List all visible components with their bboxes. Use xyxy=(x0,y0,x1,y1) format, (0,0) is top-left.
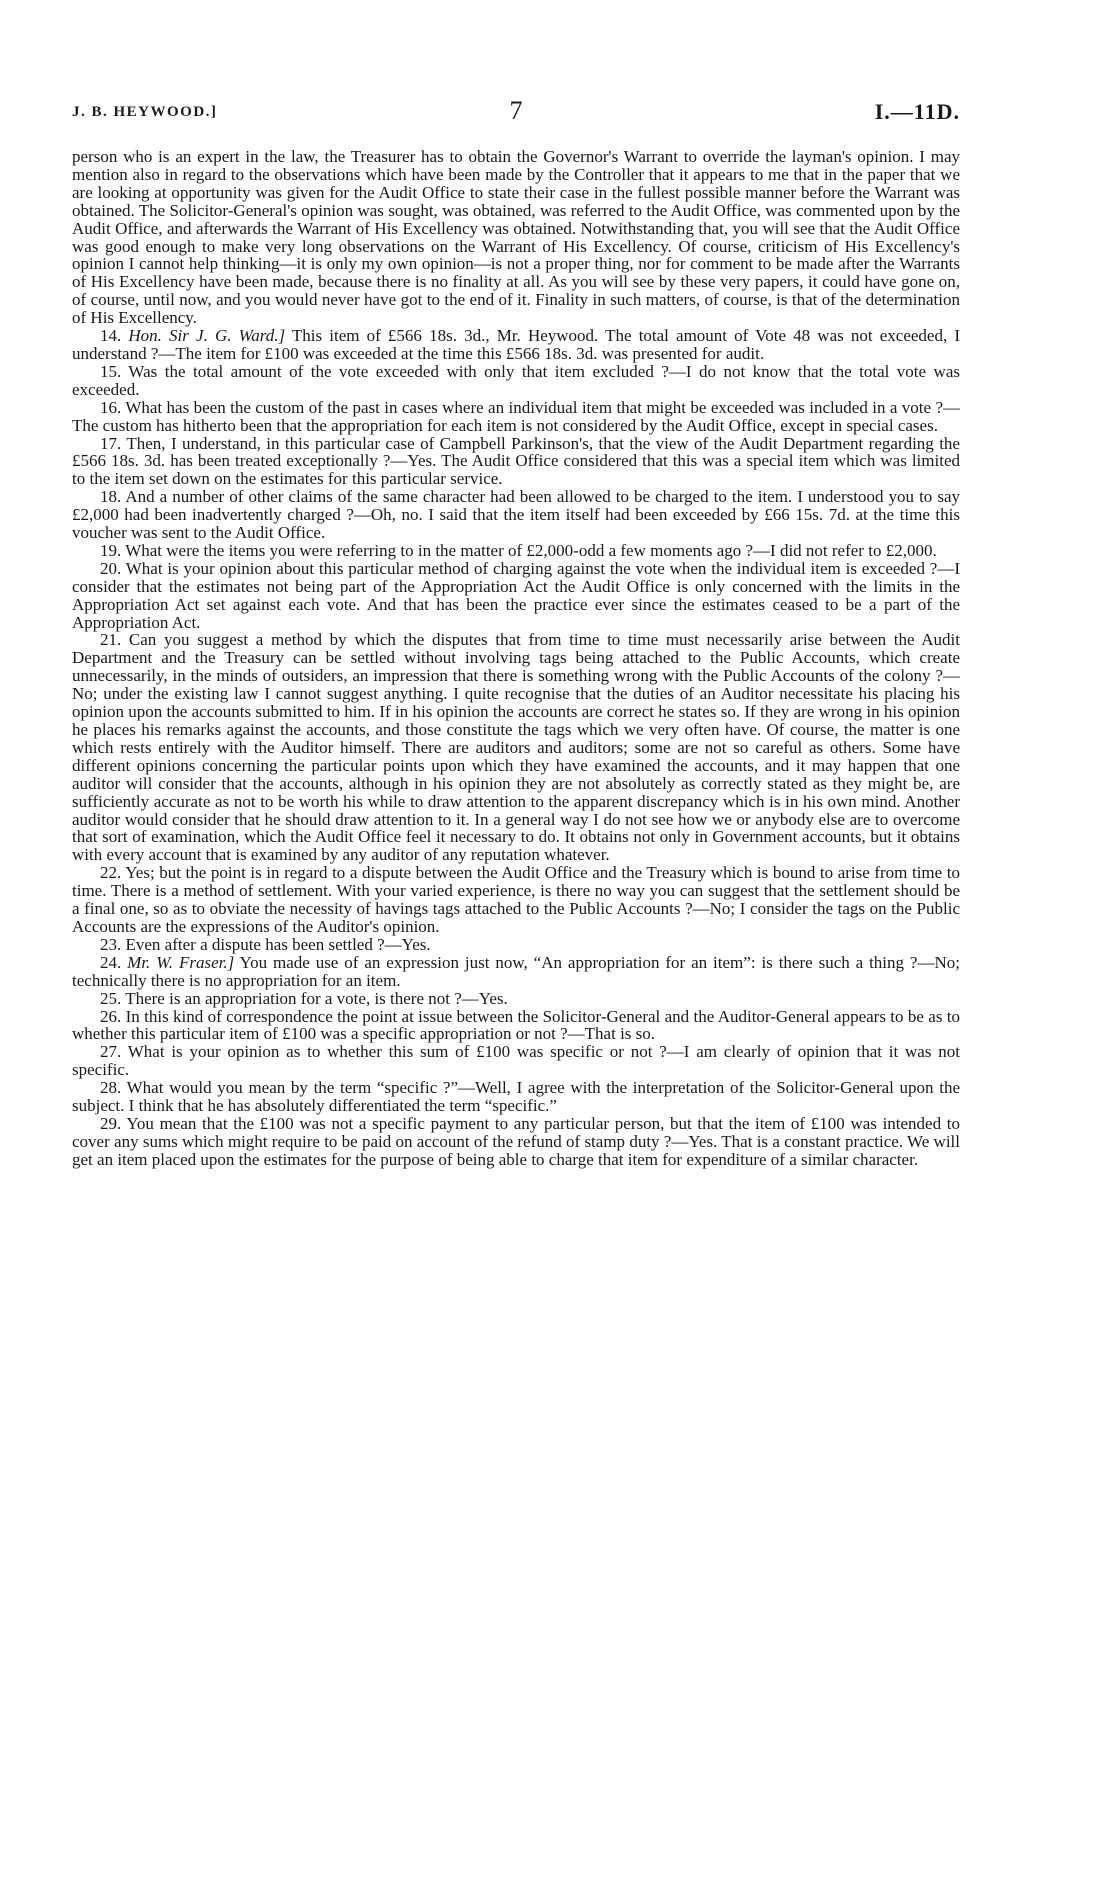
question-27: 27. What is your opinion as to whether this sum of £100 was specific or not ?—I am clearly of opinion that it was not specific. xyxy=(72,1042,960,1080)
evidence-text xyxy=(72,148,960,1169)
paper-reference: I.—11D. xyxy=(874,99,960,124)
question-22: 22. Yes; but the point is in regard to a dispute between the Audit Office and the Treasury which is bound to arise from time to time. There is a method of settlement. With your varied experience, is there no way you can suggest that the settlement should be a final one, so as to obviate the necessity of havings tags attached to the Public Accounts ?—No; I consider the tags on the Public Accounts are the expressions of the Auditor's opinion. xyxy=(72,863,960,936)
witness-name: J. B. HEYWOOD.] xyxy=(72,104,218,120)
speaker-label: Mr. W. Fraser.] xyxy=(127,952,235,972)
question-26: 26. In this kind of correspondence the point at issue between the Solicitor-General and the Auditor-General appears to be as to whether this particular item of £100 was a specific appropriation or not ?—That is so. xyxy=(72,1006,961,1044)
page-number: 7 xyxy=(509,96,523,125)
speaker-label: Hon. Sir J. G. Ward.] xyxy=(128,326,286,346)
paragraph-continuation: person who is an expert in the law, the Treasurer has to obtain the Governor's Warrant to override the layman's opinion. I may mention also in regard to the observations which have been made by the Controller that it appears to me that in the paper that we are looking at opportunity was given for the Audit Office to state their case in the fullest possible manner before the Warrant was obtained. The Solicitor-General's opinion was sought, was obtained, was referred to the Audit Office, was commented upon by the Audit Office, and afterwards the Warrant of His Excellency was obtained. Notwithstanding that, you will see that the Audit Office was good enough to make very long observations on the Warrant of His Excellency. Of course, criticism of His Excellency's opinion I cannot help thinking—it is only my own opinion—is not a proper thing, nor for comment to be made after the Warrants of His Excellency have been made, because there is no finality at all. As you will see by these very papers, it could have gone on, of course, until now, and you would never have got to the end of it. Finality in such matters, of course, is that of the determination of His Excellency. xyxy=(72,147,960,328)
question-20: 20. What is your opinion about this particular method of charging against the vote when the individual item is exceeded ?—I consider that the estimates not being part of the Appropriation Act the Audit Office is only concerned with the limits in the Appropriation Act set against each vote. And that has been the practice ever since the estimates ceased to be a part of the Appropriation Act. xyxy=(72,558,960,632)
question-23: 23. Even after a dispute has been settled ?—Yes. xyxy=(100,934,431,954)
question-19: 19. What were the items you were referring to in the matter of £2,000-odd a few moments ago ?—I did not refer to £2,000. xyxy=(100,540,937,560)
question-14: 14. Hon. Sir J. G. Ward.] This item of £566 18s. 3d., Mr. Heywood. The total amount of Vote 48 was not exceeded, I understand ?—The item for £100 was exceeded at the time this £566 18s. 3d. was presented for audit. xyxy=(72,326,961,363)
question-18: 18. And a number of other claims of the same character had been allowed to be charged to the item. I understood you to say £2,000 had been inadvertently charged ?—Oh, no. I said that the item itself had been exceeded by £66 15s. 7d. at the time this voucher was sent to the Audit Office. xyxy=(72,487,960,543)
question-25: 25. There is an appropriation for a vote, is there not ?—Yes. xyxy=(100,988,508,1008)
question-15: 15. Was the total amount of the vote exceeded with only that item excluded ?—I do not know that the total vote was exceeded. xyxy=(72,361,960,399)
question-21: 21. Can you suggest a method by which the disputes that from time to time must necessarily arise between the Audit Department and the Treasury can be settled without involving tags being attached to the Public Accounts, which create unnecessarily, in the minds of outsiders, an impression that there is something wrong with the Public Accounts of the colony ?—No; under the existing law I cannot suggest anything. I quite recognise that the duties of an Auditor necessitate his placing his opinion upon the accounts submitted to him. If in his opinion the accounts are correct he states so. If they are wrong in his opinion he places his remarks against the accounts, and those constitute the tags which we very often have. Of course, the matter is one which rests entirely with the Auditor himself. There are auditors and auditors; some are not so careful as others. Some have different opinions concerning the particular points upon which they have examined the accounts, and it may happen that one auditor will consider that the accounts, although in his opinion they are not absolutely as correctly stated as they might be, are sufficiently accurate as not to be worth his while to draw attention to the apparent discrepancy which is in his own mind. Another auditor would consider that he should draw attention to it. In a general way I do not see how we or anybody else are to overcome that sort of examination, which the Audit Office feel it necessary to do. It obtains not only in Government accounts, but it obtains with every account that is examined by any auditor of any reputation whatever. xyxy=(72,630,961,865)
question-28: 28. What would you mean by the term “specific ?”—Well, I agree with the interpretation of the Solicitor-General upon the subject. I think that he has absolutely differentiated the term “specific.” xyxy=(72,1078,960,1116)
question-16: 16. What has been the custom of the past in cases where an individual item that might be exceeded was included in a vote ?—The custom has hitherto been that the appropriation for each item is not considered by the Audit Office, except in special cases. xyxy=(72,397,960,435)
page-header xyxy=(72,96,960,136)
question-29: 29. You mean that the £100 was not a specific payment to any particular person, but that the item of £100 was intended to cover any sums which might require to be paid on account of the refund of stamp duty ?—Yes. That is a constant practice. We will get an item placed upon the estimates for the purpose of being able to charge that item for expenditure of a similar character. xyxy=(72,1113,961,1169)
question-24: 24. Mr. W. Fraser.] You made use of an expression just now, “An appropriation for an item”: is there such a thing ?—No; technically there is no appropriation for an item. xyxy=(72,952,960,990)
question-17: 17. Then, I understand, in this particular case of Campbell Parkinson's, that the view of the Audit Department regarding the £566 18s. 3d. has been treated exceptionally ?—Yes. The Audit Office considered that this was a special item which was limited to the item set down on the estimates for this particular service. xyxy=(72,433,960,489)
